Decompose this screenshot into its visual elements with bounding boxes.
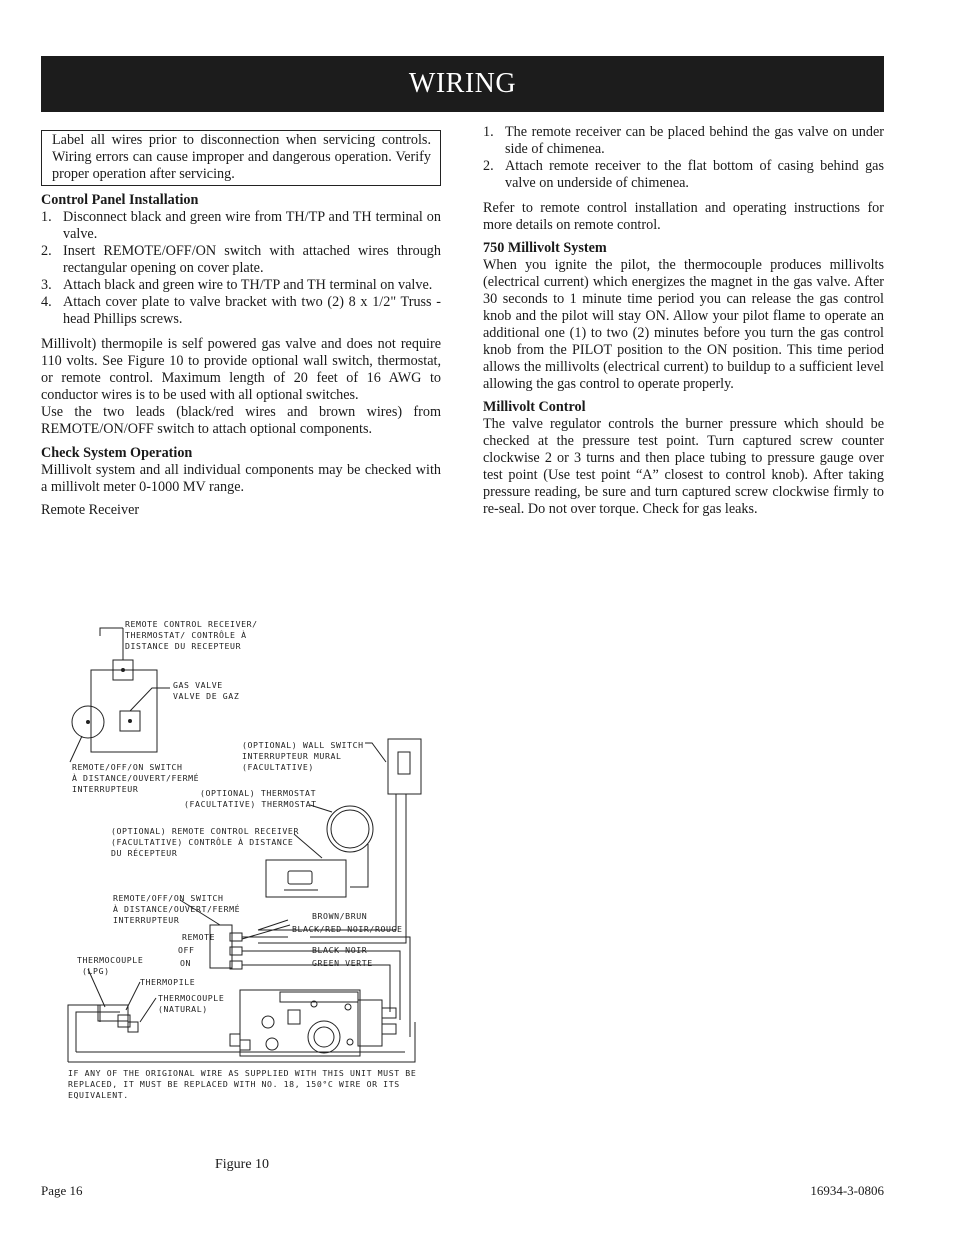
list-item: 1. The remote receiver can be placed behind the gas valve on under side of chimenea.	[483, 124, 884, 157]
list-item: 2. Attach remote receiver to the flat bottom of casing behind gas valve on underside of chimenea.	[483, 158, 884, 191]
wiring-diagram	[60, 612, 430, 1102]
list-item: 2. Insert REMOTE/OFF/ON switch with attached wires through rectangular opening on cover plate.	[41, 243, 441, 276]
svg-text:INTERRUPTEUR: INTERRUPTEUR	[72, 784, 139, 794]
label-thermopile: THERMOPILE	[140, 977, 196, 987]
page-title: WIRING	[408, 68, 517, 99]
svg-text:(FACULTATIVE): (FACULTATIVE)	[242, 762, 314, 772]
opt-receiver-box	[266, 860, 346, 897]
list-item: 3. Attach black and green wire to TH/TP and TH terminal on valve.	[41, 277, 433, 293]
remote-receiver-label: Remote Receiver	[41, 502, 140, 518]
control-panel-steps	[41, 209, 441, 328]
label-remote-receiver: REMOTE CONTROL RECEIVER/	[125, 619, 258, 629]
wire-note: IF ANY OF THE ORIGIONAL WIRE AS SUPPLIED WITH THIS UNIT MUST BE	[68, 1068, 417, 1078]
label-thermocouple-lpg: THERMOCOUPLE	[77, 955, 144, 965]
list-item: 1. Disconnect black and green wire from TH/TP and TH terminal on valve.	[41, 209, 441, 242]
svg-text:DISTANCE DU RECEPTEUR: DISTANCE DU RECEPTEUR	[125, 641, 242, 651]
figure-caption: Figure 10	[215, 1157, 270, 1172]
label-switch-top: REMOTE/OFF/ON SWITCH	[72, 762, 183, 772]
left-column	[41, 130, 441, 519]
label-green: GREEN VERTE	[312, 958, 373, 968]
warning-box: Label all wires prior to disconnection when servicing controls. Wiring errors can cause improper and dangerous operation. Verify proper operation after servicing.	[41, 130, 441, 186]
svg-text:(FACULTATIVE) CONTRÔLE À DISTA: (FACULTATIVE) CONTRÔLE À DISTANCE	[111, 837, 294, 847]
label-opt-receiver: (OPTIONAL) REMOTE CONTROL RECEIVER	[111, 826, 299, 836]
page-title-banner	[41, 56, 884, 112]
receiver-steps	[483, 124, 884, 192]
thermostat-circle	[327, 806, 373, 852]
page-number: Page 16	[41, 1183, 83, 1198]
svg-text:VALVE DE GAZ: VALVE DE GAZ	[173, 691, 240, 701]
label-brown: BROWN/BRUN	[312, 911, 368, 921]
mvcontrol-text: The valve regulator controls the burner pressure which should be checked at the pressure test point. Turn captured screw counter clockwise 2 or 3 turns and then place tubing to pressure gauge over test point (Use test point “A” closest to control knob). After taking pressure reading, be sure and turn captured screw clockwise firmly to re-seal. Do not over torque. Check for gas leaks.	[483, 416, 884, 517]
right-column	[483, 124, 884, 518]
label-blackred: BLACK/RED NOIR/ROUGE	[292, 924, 403, 934]
svg-text:(NATURAL): (NATURAL)	[158, 1004, 208, 1014]
label-switch-mid: REMOTE/OFF/ON SWITCH	[113, 893, 224, 903]
mvcontrol-heading: Millivolt Control	[483, 399, 586, 415]
label-switch-off: OFF	[178, 945, 195, 955]
svg-text:À DISTANCE/OUVERT/FERMÉ: À DISTANCE/OUVERT/FERMÉ	[72, 773, 200, 783]
control-panel-heading: Control Panel Installation	[41, 192, 199, 208]
label-thermostat: (OPTIONAL) THERMOSTAT	[200, 788, 317, 798]
gas-control-knob[interactable]	[308, 1021, 340, 1053]
svg-text:(LPG): (LPG)	[82, 966, 110, 976]
document-number: 16934-3-0806	[810, 1183, 884, 1198]
leads-paragraph: Use the two leads (black/red wires and brown wires) from REMOTE/ON/OFF switch to attach optional components.	[41, 404, 441, 437]
millivolt-paragraph: Millivolt) thermopile is self powered gas valve and does not require 110 volts. See Figure 10 to provide optional wall switch, thermostat, or remote control. Maximum length of 20 feet of 16 AWG to conductor wires is to be used with all optional switches.	[41, 336, 441, 403]
svg-text:REPLACED, IT MUST BE REPLACED: REPLACED, IT MUST BE REPLACED WITH NO. 18, 150°C WIRE OR ITS	[68, 1079, 400, 1089]
mv750-heading: 750 Millivolt System	[483, 240, 607, 256]
svg-text:THERMOSTAT/ CONTRÔLE À: THERMOSTAT/ CONTRÔLE À	[125, 630, 247, 640]
check-system-text: Millivolt system and all individual components may be checked with a millivolt meter 0-1000 MV range.	[41, 462, 441, 495]
list-item: 4. Attach cover plate to valve bracket with two (2) 8 x 1/2" Truss -head Phillips screws.	[41, 294, 441, 327]
check-system-heading: Check System Operation	[41, 445, 193, 461]
svg-text:À DISTANCE/OUVERT/FERMÉ: À DISTANCE/OUVERT/FERMÉ	[113, 904, 241, 914]
svg-text:DU RÉCEPTEUR: DU RÉCEPTEUR	[111, 848, 178, 858]
svg-text:INTERRUPTEUR: INTERRUPTEUR	[113, 915, 180, 925]
label-switch-remote: REMOTE	[182, 932, 216, 942]
label-black: BLACK NOIR	[312, 945, 368, 955]
wall-switch-toggle[interactable]	[398, 752, 410, 774]
svg-text:(FACULTATIVE) THERMOSTAT: (FACULTATIVE) THERMOSTAT	[184, 799, 317, 809]
wall-switch-plate	[388, 739, 421, 794]
svg-text:INTERRUPTEUR MURAL: INTERRUPTEUR MURAL	[242, 751, 342, 761]
label-gas-valve: GAS VALVE	[173, 680, 223, 690]
label-thermocouple-nat: THERMOCOUPLE	[158, 993, 225, 1003]
svg-text:EQUIVALENT.: EQUIVALENT.	[68, 1090, 129, 1100]
label-switch-on: ON	[180, 958, 192, 968]
label-wall-switch: (OPTIONAL) WALL SWITCH	[242, 740, 364, 750]
pilot-assembly	[98, 1005, 128, 1021]
refer-paragraph: Refer to remote control installation and operating instructions for more details on remote control.	[483, 200, 884, 233]
mv750-text: When you ignite the pilot, the thermocouple produces millivolts (electrical current) which energizes the magnet in the gas valve. After 30 seconds to 1 minute time period you can release the gas control knob and the pilot will stay ON. Allow your pilot flame to operate an additional one (1) to two (2) minutes before you turn the gas control knob from the PILOT position to the ON position. This time period allows the millivolts (electrical current) to buildup to a sufficient level allowing the gas control to operate properly.	[483, 257, 884, 392]
